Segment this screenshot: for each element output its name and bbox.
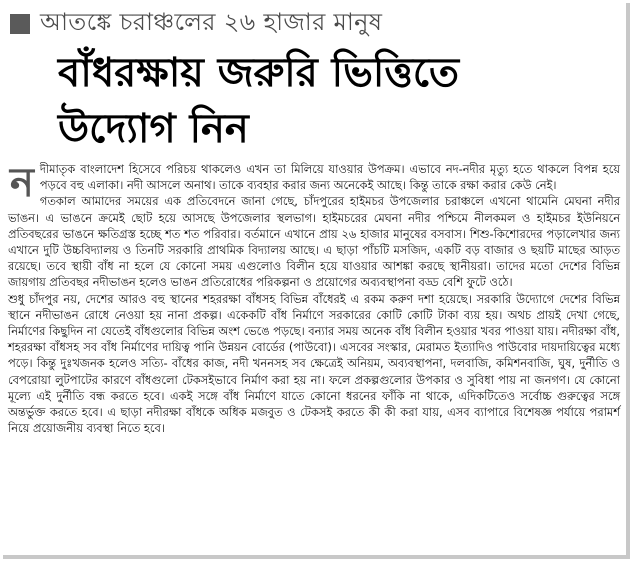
kicker-text: আতঙ্কে চরাঞ্চলের ২৬ হাজার মানুষ	[40, 8, 383, 36]
paragraph-1-text: দীমাতৃক বাংলাদেশ হিসেবে পরিচয় থাকলেও এখন তা মিলিয়ে যাওয়ার উপক্রম। এভাবে নদ-নদীর মৃত্যু হতে থাকলে বিপন্ন হয়ে পড়বে বহু এলাকা। নদী আসলে অনাথ। তাকে ব্যবহার করার জন্য অনেকেই আছে। কিন্তু তাকে রক্ষা করার কেউ নেই।	[39, 162, 620, 193]
paragraph-1	[8, 160, 620, 206]
kicker	[10, 7, 382, 41]
article-body	[8, 161, 620, 436]
square-bullet-icon	[10, 14, 30, 34]
newspaper-clipping	[3, 3, 630, 559]
headline-line-1: বাঁধরক্ষায় জরুরি ভিত্তিতে	[58, 50, 460, 96]
paragraph-2: গতকাল আমাদের সময়ের এক প্রতিবেদনে জানা গেছে, চাঁদপুরের হাইমচর উপজেলার চরাঞ্চলে এখনো থামেনি মেঘনা নদীর ভাঙন। এ ভাঙনে ক্রমেই ছোট হয়ে আসছে উপজেলার স্থলভাগ। হাইমচরের মেঘনা নদীর পশ্চিমে নীলকমল ও হাইমচর ইউনিয়নে প্রতিবছরের ভাঙনে ক্ষতিগ্রস্ত হচ্ছে শত শত পরিবার। বর্তমানে এখানে প্রায় ২৬ হাজার মানুষের বসবাস। শিশু-কিশোরদের পড়ালেখার জন্য এখানে দুটি উচ্চবিদ্যালয় ও তিনটি সরকারি প্রাথমিক বিদ্যালয় আছে। এ ছাড়া পাঁচটি মসজিদ, একটি বড় বাজার ও ছয়টি মাছের আড়ত রয়েছে। তবে স্থায়ী বাঁধ না হলে যে কোনো সময় এগুলোও বিলীন হয়ে যাওয়ার আশঙ্কা করছে স্থানীয়রা। তাদের মতো দেশের বিভিন্ন জায়গায় প্রতিবছর নদীভাঙন হলেও ভাঙন প্রতিরোধের পরিকল্পনা ও প্রয়োগের অব্যবস্থাপনা বড্ড বেশি ফুটে ওঠে।	[8, 194, 620, 290]
headline-line-2: উদ্যোগ নিন	[58, 106, 249, 152]
paragraph-3: শুধু চাঁদপুর নয়, দেশের আরও বহু স্থানের শহররক্ষা বাঁধসহ বিভিন্ন বাঁধেরই এ রকম করুণ দশা হয়েছে। সরকারি উদ্যোগে দেশের বিভিন্ন স্থানে নদীভাঙন রোধে নেওয়া হয় নানা প্রকল্প। একেকটি বাঁধ নির্মাণে সরকারের কোটি কোটি টাকা ব্যয় হয়। অথচ প্রায়ই দেখা গেছে, নির্মাণের কিছুদিন না যেতেই বাঁধগুলোর বিভিন্ন অংশ ভেঙে পড়ছে। বন্যার সময় অনেক বাঁধ বিলীন হওয়ার খবর পাওয়া যায়। নদীরক্ষা বাঁধ, শহররক্ষা বাঁধসহ সব বাঁধ নির্মাণের দায়িত্ব পানি উন্নয়ন বোর্ডের (পাউবো)। এসবের সংস্কার, মেরামত ইত্যাদিও পাউবোর দায়দায়িত্বের মধ্যে পড়ে। কিন্তু দুঃখজনক হলেও সত্যি- বাঁধের কাজ, নদী খননসহ সব ক্ষেত্রেই অনিয়ম, অব্যবস্থাপনা, দলবাজি, কমিশনবাজি, ঘুষ, দুর্নীতি ও বেপরোয়া লুটপাটের কারণে বাঁধগুলো টেকসইভাবে নির্মাণ করা হয় না। ফলে প্রকল্পগুলোর উপকার ও সুবিধা পায় না জনগণ। যে কোনো মূল্যে এই দুর্নীতি বন্ধ করতে হবে। একই সঙ্গে বাঁধ নির্মাণে যাতে কোনো ধরনের ফাঁকি না থাকে, এদিকটিতেও সর্বোচ্চ গুরুত্বের সঙ্গে অন্তর্ভুক্ত করতে হবে। এ ছাড়া নদীরক্ষা বাঁধকে অধিক মজবুত ও টেকসই করতে কী কী করা যায়, এসব ব্যাপারে বিশেষজ্ঞ পর্যায়ে পরামর্শ নিয়ে প্রয়োজনীয় ব্যবস্থা নিতে হবে।	[8, 291, 620, 436]
drop-cap: ন	[10, 160, 34, 206]
headline	[58, 45, 459, 157]
